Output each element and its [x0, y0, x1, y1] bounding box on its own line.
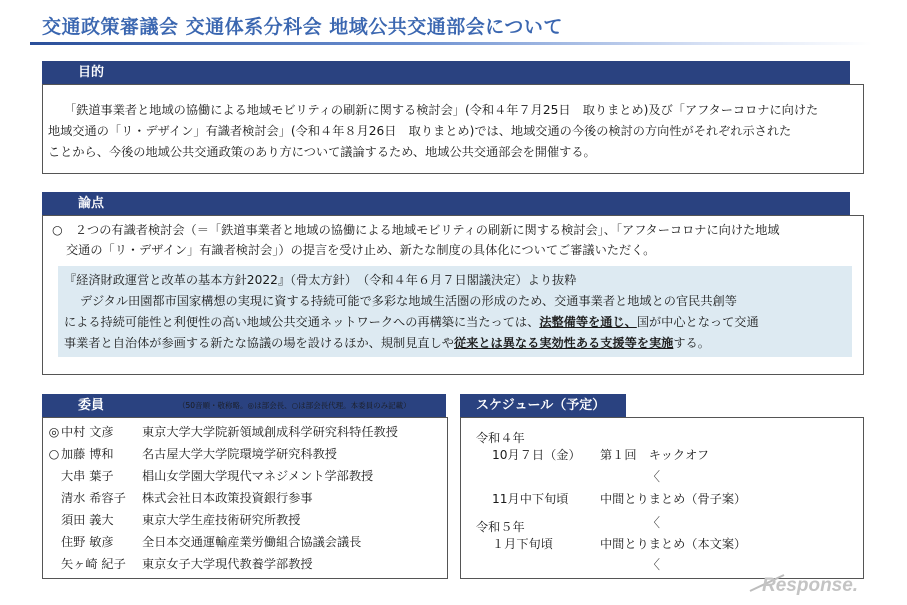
member-name: 中村 文彦	[61, 425, 114, 439]
schedule-tilde-1: 〈	[647, 470, 661, 485]
purpose-heading-label: 目的	[78, 65, 105, 80]
schedule-event-2: 中間とりまとめ（骨子案）	[600, 492, 747, 506]
member-name: 須田 義大	[61, 513, 114, 527]
members-list	[44, 418, 446, 578]
issues-line-2: 交通の「リ・デザイン」有識者検討会」）の提言を受け止め、新たな制度の具体化についてご審議いただく。	[66, 243, 656, 257]
schedule-date-1: 10月７日（金）	[492, 448, 581, 462]
logo-text: Response.	[762, 575, 859, 596]
schedule-list	[462, 418, 862, 578]
schedule-event-3: 中間とりまとめ（本文案）	[600, 537, 747, 551]
schedule-year-1: 令和４年	[476, 431, 525, 445]
member-mark: ○	[48, 447, 60, 461]
schedule-date-2: 11月中下旬頃	[492, 492, 569, 506]
quote-emphasis-2: 従来とは異なる実効性ある支援等を実施	[454, 336, 674, 350]
quote-emphasis-1: 法整備等を通じ、	[539, 315, 637, 329]
purpose-heading	[42, 61, 850, 84]
members-heading-label: 委員	[78, 398, 105, 413]
issues-bullet: ○	[52, 223, 63, 237]
quote-line-1: デジタル田園都市国家構想の実現に資する持続可能で多彩な地域生活圏の形成のため、交通事業者と地域との官民共創等	[80, 294, 737, 308]
member-name: 大串 葉子	[61, 469, 114, 483]
schedule-tilde-2: 〈	[647, 516, 661, 531]
purpose-line-3: ことから、今後の地域公共交通政策のあり方について議論するため、地域公共交通部会を開催する。	[48, 145, 596, 159]
members-note: （50音順・敬称略。◎は部会長、○は部会長代理。本委員のみ記載）	[178, 401, 411, 410]
member-name: 住野 敏彦	[61, 535, 114, 549]
member-name: 清水 希容子	[61, 491, 126, 505]
issues-line-1	[52, 220, 862, 240]
purpose-line-1: 「鉄道事業者と地域の協働による地域モビリティの刷新に関する検討会」(令和４年７月25日 取りまとめ)及び「アフターコロナに向けた	[64, 103, 819, 117]
response-logo	[744, 571, 894, 597]
purpose-text	[48, 100, 868, 163]
issues-heading-label: 論点	[78, 196, 105, 211]
issues-line-1-text: ２つの有識者検討会（＝「鉄道事業者と地域の協働による地域モビリティの刷新に関する検討会」、「アフターコロナに向けた地域	[74, 223, 780, 237]
issues-text	[52, 220, 862, 260]
member-affiliation: 東京大学生産技術研究所教授	[142, 513, 301, 527]
member-name: 加藤 博和	[61, 447, 114, 461]
page-title: 交通政策審議会 交通体系分科会 地域公共交通部会について	[42, 16, 563, 38]
schedule-event-1: 第１回 キックオフ	[600, 448, 710, 462]
member-affiliation: 東京大学大学院新領域創成科学研究科特任教授	[142, 425, 398, 439]
issues-heading	[42, 192, 850, 215]
member-name: 矢ヶ崎 紀子	[61, 557, 126, 571]
member-affiliation: 全日本交通運輸産業労働組合協議会議長	[142, 535, 362, 549]
member-mark: ◎	[48, 425, 60, 439]
purpose-line-2: 地域交通の「リ・デザイン」有識者検討会」(令和４年８月26日 取りまとめ)では、地域交通の今後の検討の方向性がそれぞれ示された	[48, 124, 792, 138]
quote-line-2-a: による持続可能性と利便性の高い地域公共交通ネットワークへの再構築に当たっては、	[64, 315, 540, 329]
member-affiliation: 東京女子大学現代教養学部教授	[142, 557, 313, 571]
member-affiliation: 株式会社日本政策投資銀行参事	[142, 491, 313, 505]
policy-quote-box	[58, 266, 852, 357]
quote-line-2	[58, 312, 852, 333]
schedule-tilde-3: 〈	[647, 558, 661, 573]
member-affiliation: 椙山女学園大学現代マネジメント学部教授	[142, 469, 374, 483]
schedule-year-2: 令和５年	[476, 520, 525, 534]
quote-line-3-b: する。	[673, 336, 710, 350]
schedule-heading-label: スケジュール（予定）	[476, 398, 606, 413]
schedule-date-3: １月下旬頃	[492, 537, 553, 551]
members-heading	[42, 394, 446, 417]
quote-line-3	[58, 333, 852, 354]
schedule-heading	[460, 394, 626, 417]
quote-line-2-b: 国が中心となって交通	[636, 315, 759, 329]
quote-line-3-a: 事業者と自治体が参画する新たな協議の場を設けるほか、規制見直しや	[64, 336, 454, 350]
quote-title: 『経済財政運営と改革の基本方針2022』（骨太方針） （令和４年６月７日閣議決定）より抜粋	[64, 273, 577, 287]
member-affiliation: 名古屋大学大学院環境学研究科教授	[142, 447, 337, 461]
title-underline	[30, 42, 872, 45]
